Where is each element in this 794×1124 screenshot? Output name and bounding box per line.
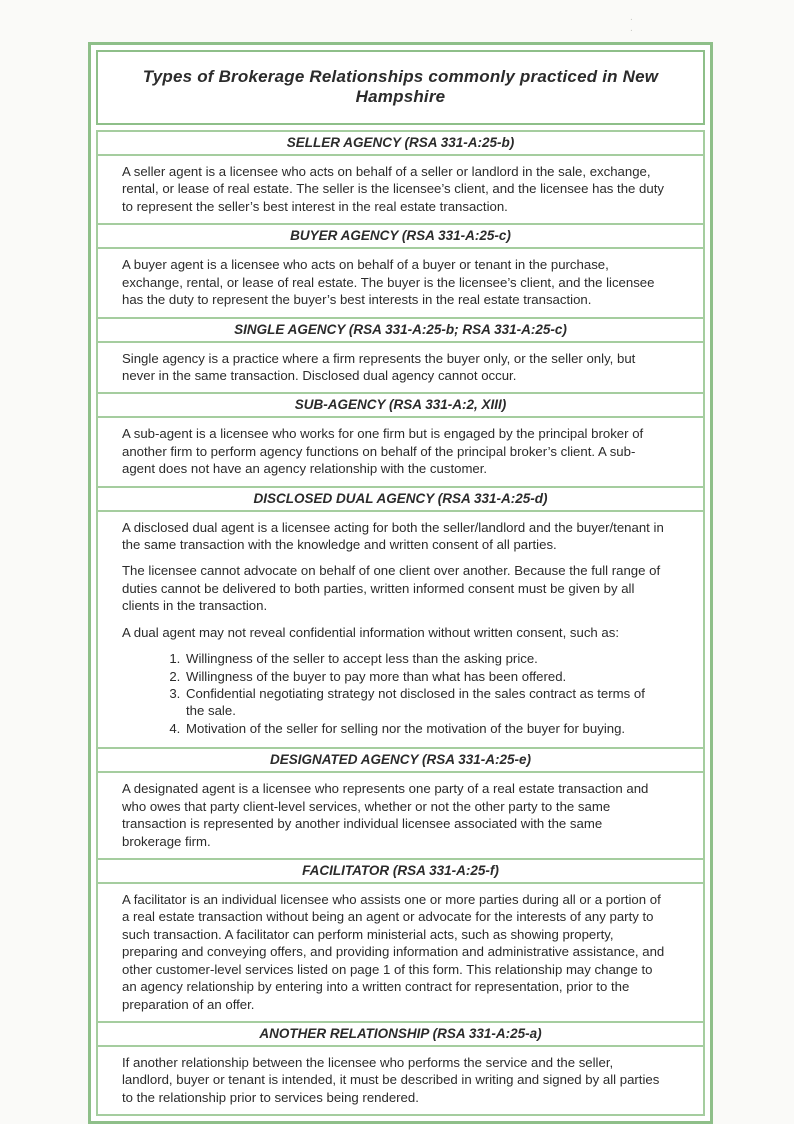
section-heading-4: SUB-AGENCY (RSA 331-A:2, XIII)	[98, 392, 703, 418]
section-heading-1: SELLER AGENCY (RSA 331-A:25-b)	[98, 132, 703, 156]
paragraph: If another relationship between the licensee who performs the service and the seller, landlord, buyer or tenant is intended, it must be described in writing and signed by all parties to the relationship prior to services being rendered.	[122, 1054, 660, 1105]
list-item: 3. Confidential negotiating strategy not disclosed in the sales contract as terms of the sale.	[184, 685, 665, 720]
paragraph: A dual agent may not reveal confidential information without written consent, such as:	[122, 624, 620, 640]
section-heading-6: DESIGNATED AGENCY (RSA 331-A:25-e)	[98, 747, 703, 773]
confidential-items-list	[168, 650, 665, 737]
sections-table	[96, 130, 705, 1116]
section-body-6	[98, 773, 703, 858]
page-title: Types of Brokerage Relationships commonly practiced in New Hampshire	[96, 50, 705, 125]
paragraph: A sub-agent is a licensee who works for one firm but is engaged by the principal broker of another firm to perform agency functions on behalf of the principal broker’s client. A sub-agent does not have an agency relationship with the customer.	[122, 426, 644, 477]
paragraph: A designated agent is a licensee who represents one party of a real estate transaction and who owes that party client-level services, whether or not the other party to the same transaction is represented by another individual licensee associated with the same brokerage firm.	[122, 781, 649, 849]
paragraph: A buyer agent is a licensee who acts on behalf of a buyer or tenant in the purchase, exchange, rental, or lease of real estate. The buyer is the licensee’s client, and the licensee has the duty to represent the buyer’s best interests in the real estate transaction.	[122, 257, 655, 308]
section-body-8	[98, 1047, 703, 1114]
paragraph: The licensee cannot advocate on behalf of one client over another. Because the full range of duties cannot be delivered to both parties, written informed consent must be given by all clients in the transaction.	[122, 563, 661, 614]
list-item: 2. Willingness of the buyer to pay more than what has been offered.	[184, 668, 665, 685]
section-heading-5: DISCLOSED DUAL AGENCY (RSA 331-A:25-d)	[98, 486, 703, 512]
list-item: 4. Motivation of the seller for selling nor the motivation of the buyer for buying.	[184, 720, 665, 737]
section-body-7	[98, 884, 703, 1021]
section-body-5	[98, 512, 703, 748]
section-body-3	[98, 343, 703, 393]
section-body-1	[98, 156, 703, 223]
paragraph: Single agency is a practice where a firm represents the buyer only, or the seller only, but never in the same transaction. Disclosed dual agency cannot occur.	[122, 350, 636, 383]
section-heading-3: SINGLE AGENCY (RSA 331-A:25-b; RSA 331-A:25-c)	[98, 317, 703, 343]
scan-noise: . .	[630, 12, 651, 34]
brokerage-relationships-form	[88, 42, 713, 1124]
section-body-4	[98, 418, 703, 485]
section-heading-8: ANOTHER RELATIONSHIP (RSA 331-A:25-a)	[98, 1021, 703, 1047]
section-body-2	[98, 249, 703, 316]
paragraph: A seller agent is a licensee who acts on behalf of a seller or landlord in the sale, exchange, rental, or lease of real estate. The seller is the licensee’s client, and the licensee has the duty to represent the seller’s best interest in the real estate transaction.	[122, 164, 664, 214]
paragraph: A disclosed dual agent is a licensee acting for both the seller/landlord and the buyer/tenant in the same transaction with the knowledge and written consent of all parties.	[122, 519, 664, 553]
section-heading-7: FACILITATOR (RSA 331-A:25-f)	[98, 858, 703, 884]
paragraph: A facilitator is an individual licensee who assists one or more parties during all or a portion of a real estate transaction without being an agent or advocate for the interests of any party to such transaction. A facilitator can perform ministerial acts, such as showing property, preparing and conveying offers, and providing information and administrative assistance, and other customer-level services listed on page 1 of this form. This relationship may change to an agency relationship by entering into a written contract for representation, prior to the preparation of an offer.	[122, 891, 665, 1012]
section-heading-2: BUYER AGENCY (RSA 331-A:25-c)	[98, 223, 703, 249]
list-item: 1. Willingness of the seller to accept less than the asking price.	[184, 650, 665, 667]
